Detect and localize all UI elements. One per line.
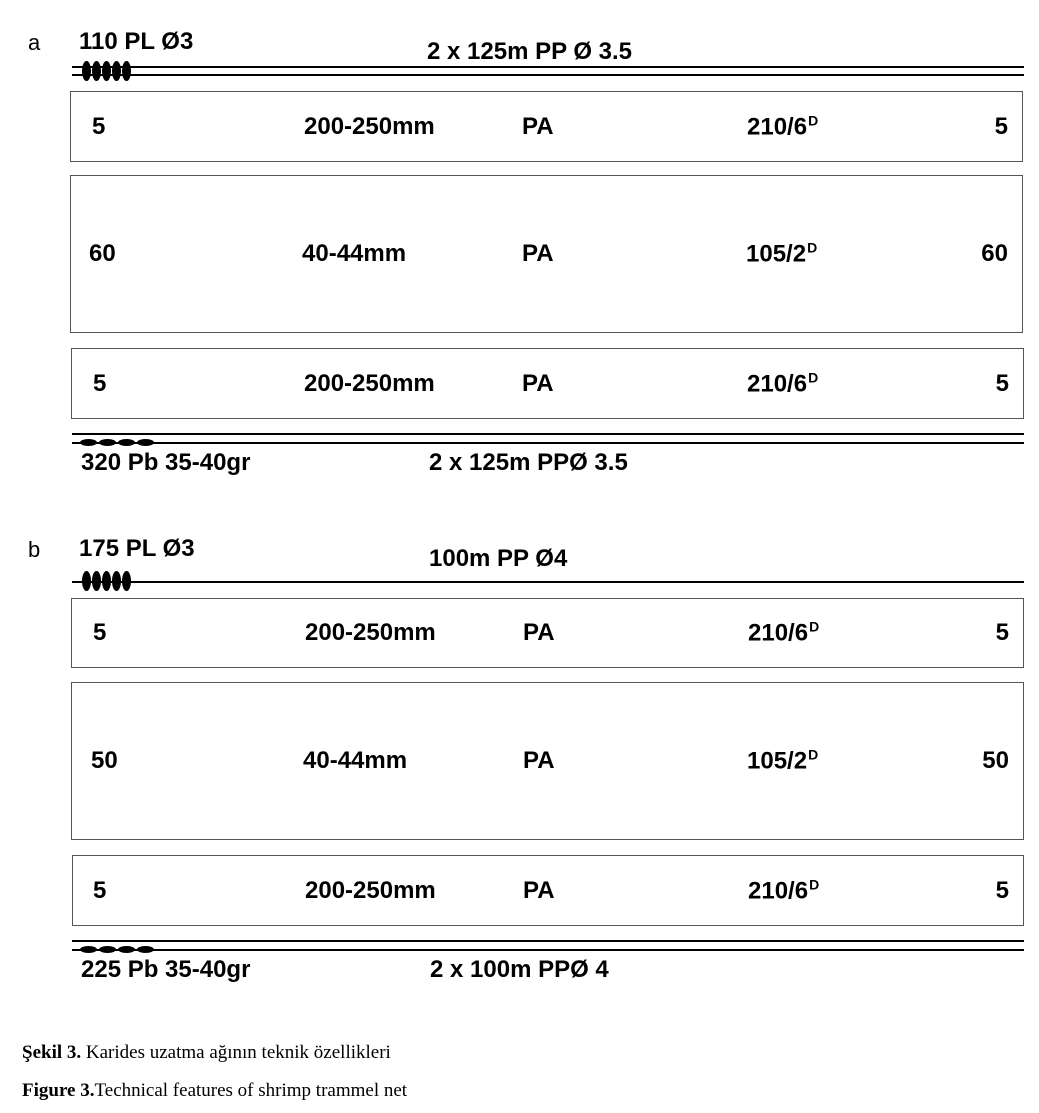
caption-turkish: Şekil 3. Karides uzatma ağının teknik özellikleri — [22, 1042, 391, 1063]
meshes-right: 5 — [995, 619, 1009, 646]
twine-spec: $210/6^D$ — [747, 369, 819, 397]
mesh-size: 200-250mm — [305, 876, 436, 904]
sinker-icon — [99, 439, 116, 446]
float-icon — [82, 571, 91, 591]
twine-spec: $210/6^D$ — [748, 618, 820, 647]
sinker-icon — [118, 439, 135, 446]
panel-letter: b — [28, 537, 41, 562]
material: PA — [523, 876, 555, 904]
net-panel-outer-bottom — [71, 348, 1024, 419]
headrope-line — [72, 74, 1024, 76]
meshes-right: 5 — [995, 369, 1009, 397]
footrope-line — [72, 442, 1024, 444]
sinker-icon — [137, 946, 154, 953]
meshes-left: 60 — [89, 240, 116, 267]
net-panel-inner — [71, 682, 1024, 840]
mesh-size: 40-44mm — [303, 747, 408, 774]
float-icon — [122, 571, 131, 591]
meshes-left: 5 — [93, 369, 107, 397]
meshes-left: 5 — [93, 876, 107, 904]
material: PA — [523, 747, 555, 774]
mesh-size: 200-250mm — [304, 112, 435, 140]
material: PA — [523, 619, 555, 646]
sinker-icon — [118, 946, 135, 953]
float-label: 110 PL Ø3 — [79, 28, 194, 55]
net-panel-outer-top — [70, 91, 1023, 162]
meshes-right: 60 — [981, 240, 1008, 267]
headrope-label: 100m PP Ø4 — [429, 545, 568, 572]
meshes-left: 50 — [91, 747, 118, 774]
meshes-right: 5 — [995, 876, 1009, 904]
twine-spec: $210/6^D$ — [747, 112, 819, 140]
meshes-right: 50 — [982, 747, 1009, 774]
footrope-label: 2 x 125m PPØ 3.5 — [429, 449, 628, 476]
sinker-icon — [80, 439, 97, 446]
float-icon — [122, 61, 131, 81]
float-icon — [102, 571, 111, 591]
net-panel-outer-bottom — [72, 855, 1024, 926]
mesh-size: 200-250mm — [305, 619, 436, 646]
float-label: 175 PL Ø3 — [79, 535, 195, 562]
material: PA — [522, 369, 554, 397]
meshes-left: 5 — [92, 112, 106, 140]
material: PA — [522, 112, 554, 140]
footrope-line — [72, 940, 1024, 942]
float-icon — [112, 571, 121, 591]
mesh-size: 40-44mm — [302, 240, 407, 267]
sinker-label: 225 Pb 35-40gr — [81, 956, 251, 983]
float-icon — [112, 61, 121, 81]
twine-spec: $210/6^D$ — [748, 876, 820, 904]
net-panel-outer-top — [71, 598, 1024, 668]
footrope-label: 2 x 100m PPØ 4 — [430, 956, 609, 983]
mesh-size: 200-250mm — [304, 369, 435, 397]
float-icon — [92, 61, 101, 81]
sinker-icon — [80, 946, 97, 953]
headrope-line — [72, 66, 1024, 68]
net-panel-inner — [70, 175, 1023, 333]
float-icon — [92, 571, 101, 591]
footrope-line — [72, 433, 1024, 435]
sinker-label: 320 Pb 35-40gr — [81, 449, 251, 476]
meshes-right: 5 — [994, 112, 1008, 140]
twine-spec: $105/2^D$ — [747, 746, 819, 775]
headrope-label: 2 x 125m PP Ø 3.5 — [427, 38, 633, 65]
sinker-icon — [137, 439, 154, 446]
panel-letter: a — [28, 30, 41, 55]
headrope-line — [72, 581, 1024, 583]
meshes-left: 5 — [93, 619, 107, 646]
float-icon — [102, 61, 111, 81]
material: PA — [522, 240, 554, 267]
footrope-line — [72, 949, 1024, 951]
twine-spec: $105/2^D$ — [746, 239, 818, 268]
sinker-icon — [99, 946, 116, 953]
caption-english: Figure 3.Technical features of shrimp trammel net — [22, 1080, 408, 1101]
float-icon — [82, 61, 91, 81]
